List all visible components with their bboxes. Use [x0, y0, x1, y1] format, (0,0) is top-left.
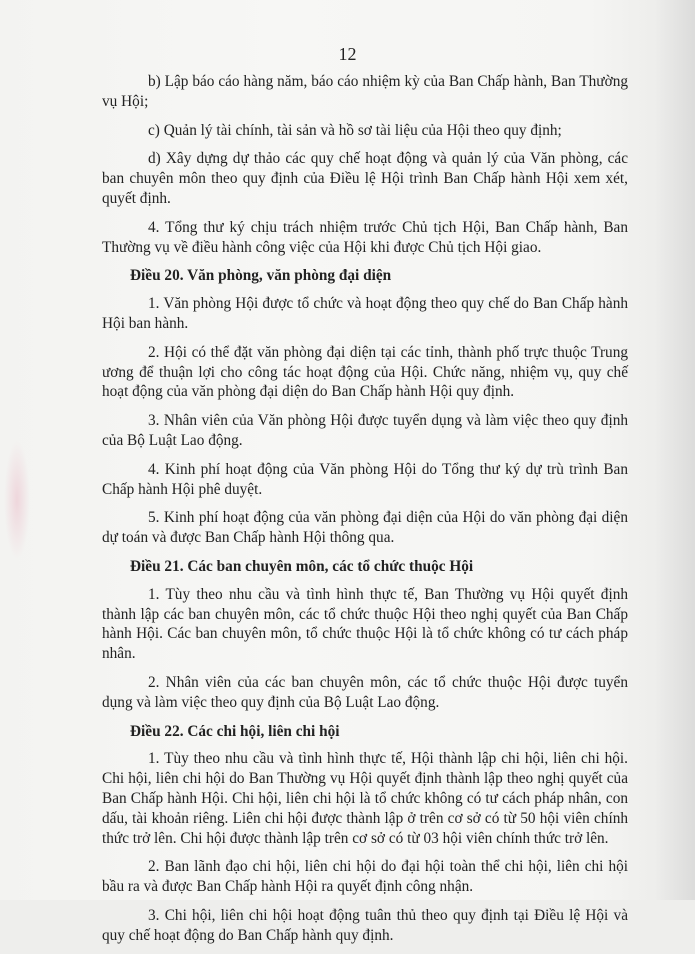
paragraph: 1. Văn phòng Hội được tổ chức và hoạt động theo quy chế do Ban Chấp hành Hội ban hành. — [102, 295, 628, 332]
paragraph: 3. Chi hội, liên chi hội hoạt động tuân thủ theo quy định tại Điều lệ Hội và quy chế hoạt động do Ban Chấp hành quy định. — [102, 906, 628, 944]
paragraph: 1. Tùy theo nhu cầu và tình hình thực tế, Ban Thường vụ Hội quyết định thành lập các ban chuyên môn, các tổ chức thuộc Hội theo nghị quyết của Ban Chấp hành Hội. Các ban chuyên môn, tổ chức thuộc Hội là tổ chức không có tư cách pháp nhân. — [102, 585, 628, 663]
paragraph: 2. Ban lãnh đạo chi hội, liên chi hội do đại hội toàn thể chi hội, liên chi hội bầu ra và được Ban Chấp hành Hội ra quyết định công nhận. — [102, 858, 628, 896]
article-heading: Điều 22. Các chi hội, liên chi hội — [130, 722, 340, 740]
document-body — [102, 72, 628, 954]
paragraph: 1. Tùy theo nhu cầu và tình hình thực tế, Hội thành lập chi hội, liên chi hội. Chi hội, liên chi hội do Ban Thường vụ Hội quyết định thành lập theo nghị quyết của Ban Chấp hành Hội. Chi hội, liên chi hội là tổ chức không có tư cách pháp nhân, con dấu, tài khoản riêng. Liên chi hội được thành lập ở trên cơ sở có từ 50 hội viên chính thức trở lên. Chi hội được thành lập trên cơ sở có từ 03 hội viên chính thức trở lên. — [102, 750, 628, 847]
page-number: 12 — [338, 44, 357, 64]
margin-stain — [4, 440, 30, 560]
page-edge-shadow — [655, 0, 695, 900]
article-heading: Điều 20. Văn phòng, văn phòng đại diện — [130, 267, 392, 285]
paragraph: 2. Hội có thể đặt văn phòng đại diện tại các tỉnh, thành phố trực thuộc Trung ương để thuận lợi cho công tác hoạt động của Hội. Chức năng, nhiệm vụ, quy chế hoạt động của văn phòng đại diện do Ban Chấp hành Hội quy định. — [102, 343, 628, 401]
paragraph: c) Quản lý tài chính, tài sản và hồ sơ tài liệu của Hội theo quy định; — [148, 121, 562, 139]
paragraph: 4. Tổng thư ký chịu trách nhiệm trước Chủ tịch Hội, Ban Chấp hành, Ban Thường vụ về điều hành công việc của Hội khi được Chủ tịch Hội giao. — [102, 218, 628, 256]
paragraph: d) Xây dựng dự thảo các quy chế hoạt động và quản lý của Văn phòng, các ban chuyên môn theo quy định của Điều lệ Hội trình Ban Chấp hành Hội xem xét, quyết định. — [102, 150, 628, 207]
paragraph: 2. Nhân viên của các ban chuyên môn, các tổ chức thuộc Hội được tuyển dụng và làm việc theo quy định của Bộ Luật Lao động. — [102, 673, 628, 711]
paragraph: 3. Nhân viên của Văn phòng Hội được tuyển dụng và làm việc theo quy định của Bộ Luật Lao động. — [102, 412, 628, 449]
article-heading: Điều 21. Các ban chuyên môn, các tổ chức thuộc Hội — [130, 557, 474, 575]
paragraph: 4. Kinh phí hoạt động của Văn phòng Hội do Tổng thư ký dự trù trình Ban Chấp hành Hội phê duyệt. — [102, 460, 628, 498]
paragraph: b) Lập báo cáo hàng năm, báo cáo nhiệm kỳ của Ban Chấp hành, Ban Thường vụ Hội; — [102, 73, 628, 110]
paragraph: 5. Kinh phí hoạt động của văn phòng đại diện của Hội do văn phòng đại diện dự toán và được Ban Chấp hành Hội thông qua. — [102, 509, 628, 547]
